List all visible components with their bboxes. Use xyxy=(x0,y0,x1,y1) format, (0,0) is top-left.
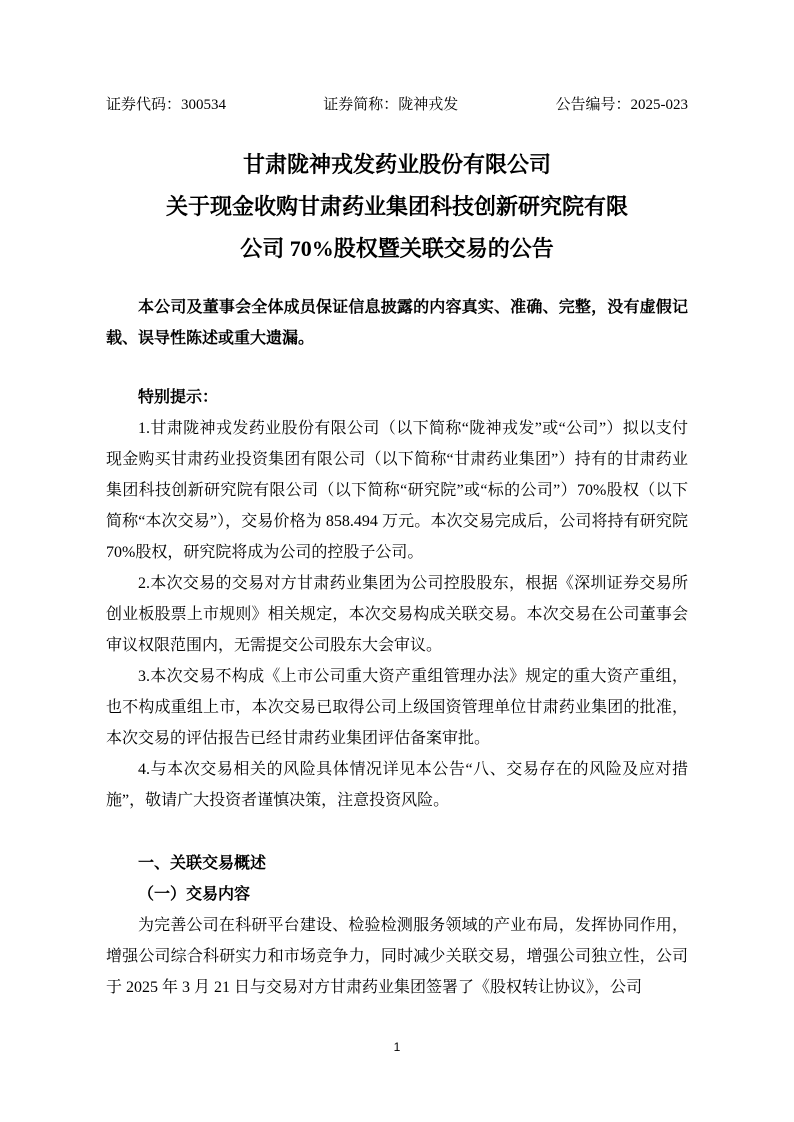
page-title-line-3: 公司 70%股权暨关联交易的公告 xyxy=(240,236,554,261)
announcement-number: 公告编号：2025-023 xyxy=(555,97,688,113)
section-1-heading: 一、关联交易概述 xyxy=(138,855,267,872)
page-title-line-2: 关于现金收购甘肃药业集团科技创新研究院有限 xyxy=(165,194,628,219)
special-notice-item-4: 4.与本次交易相关的风险具体情况详见本公告“八、交易存在的风险及应对措施”，敬请广大投资者谨慎决策，注意投资风险。 xyxy=(106,761,688,809)
special-notice-item-2: 2.本次交易的交易对方甘肃药业集团为公司控股股东，根据《深圳证券交易所创业板股票上市规则》相关规定，本次交易构成关联交易。本次交易在公司董事会审议权限范围内，无需提交公司股东大会审议。 xyxy=(106,575,688,654)
stock-short-name: 证券简称：陇神戎发 xyxy=(323,97,459,113)
document-header xyxy=(106,96,688,114)
page-number: 1 xyxy=(393,1040,401,1054)
section-1-subheading-1: （一）交易内容 xyxy=(138,886,251,903)
special-notice-heading: 特别提示： xyxy=(138,389,219,406)
special-notice-item-3: 3.本次交易不构成《上市公司重大资产重组管理办法》规定的重大资产重组，也不构成重组上市，本次交易已取得公司上级国资管理单位甘肃药业集团的批准，本次交易的评估报告已经甘肃药业集团评估备案审批。 xyxy=(106,668,688,747)
special-notice-item-1: 1.甘肃陇神戎发药业股份有限公司（以下简称“陇神戎发”或“公司”）拟以支付现金购买甘肃药业投资集团有限公司（以下简称“甘肃药业集团”）持有的甘肃药业集团科技创新研究院有限公司（以下简称“研究院”或“标的公司”）70%股权（以下简称“本次交易”），交易价格为 858.494 万元。本次交易完成后，公司将持有研究院 70%股权，研究院将成为公司的控股子公司。 xyxy=(106,420,688,561)
board-disclaimer: 本公司及董事会全体成员保证信息披露的内容真实、准确、完整，没有虚假记载、误导性陈述或重大遗漏。 xyxy=(106,299,688,347)
section-1-paragraph: 为完善公司在科研平台建设、检验检测服务领域的产业布局，发挥协同作用，增强公司综合科研实力和市场竞争力，同时减少关联交易，增强公司独立性，公司于 2025 年 3 月 21 日与交易对方甘肃药业集团签署了《股权转让协议》，公司 xyxy=(106,917,688,996)
page-title xyxy=(106,144,688,270)
stock-code: 证券代码：300534 xyxy=(106,97,227,113)
page-title-line-1: 甘肃陇神戎发药业股份有限公司 xyxy=(242,152,551,177)
